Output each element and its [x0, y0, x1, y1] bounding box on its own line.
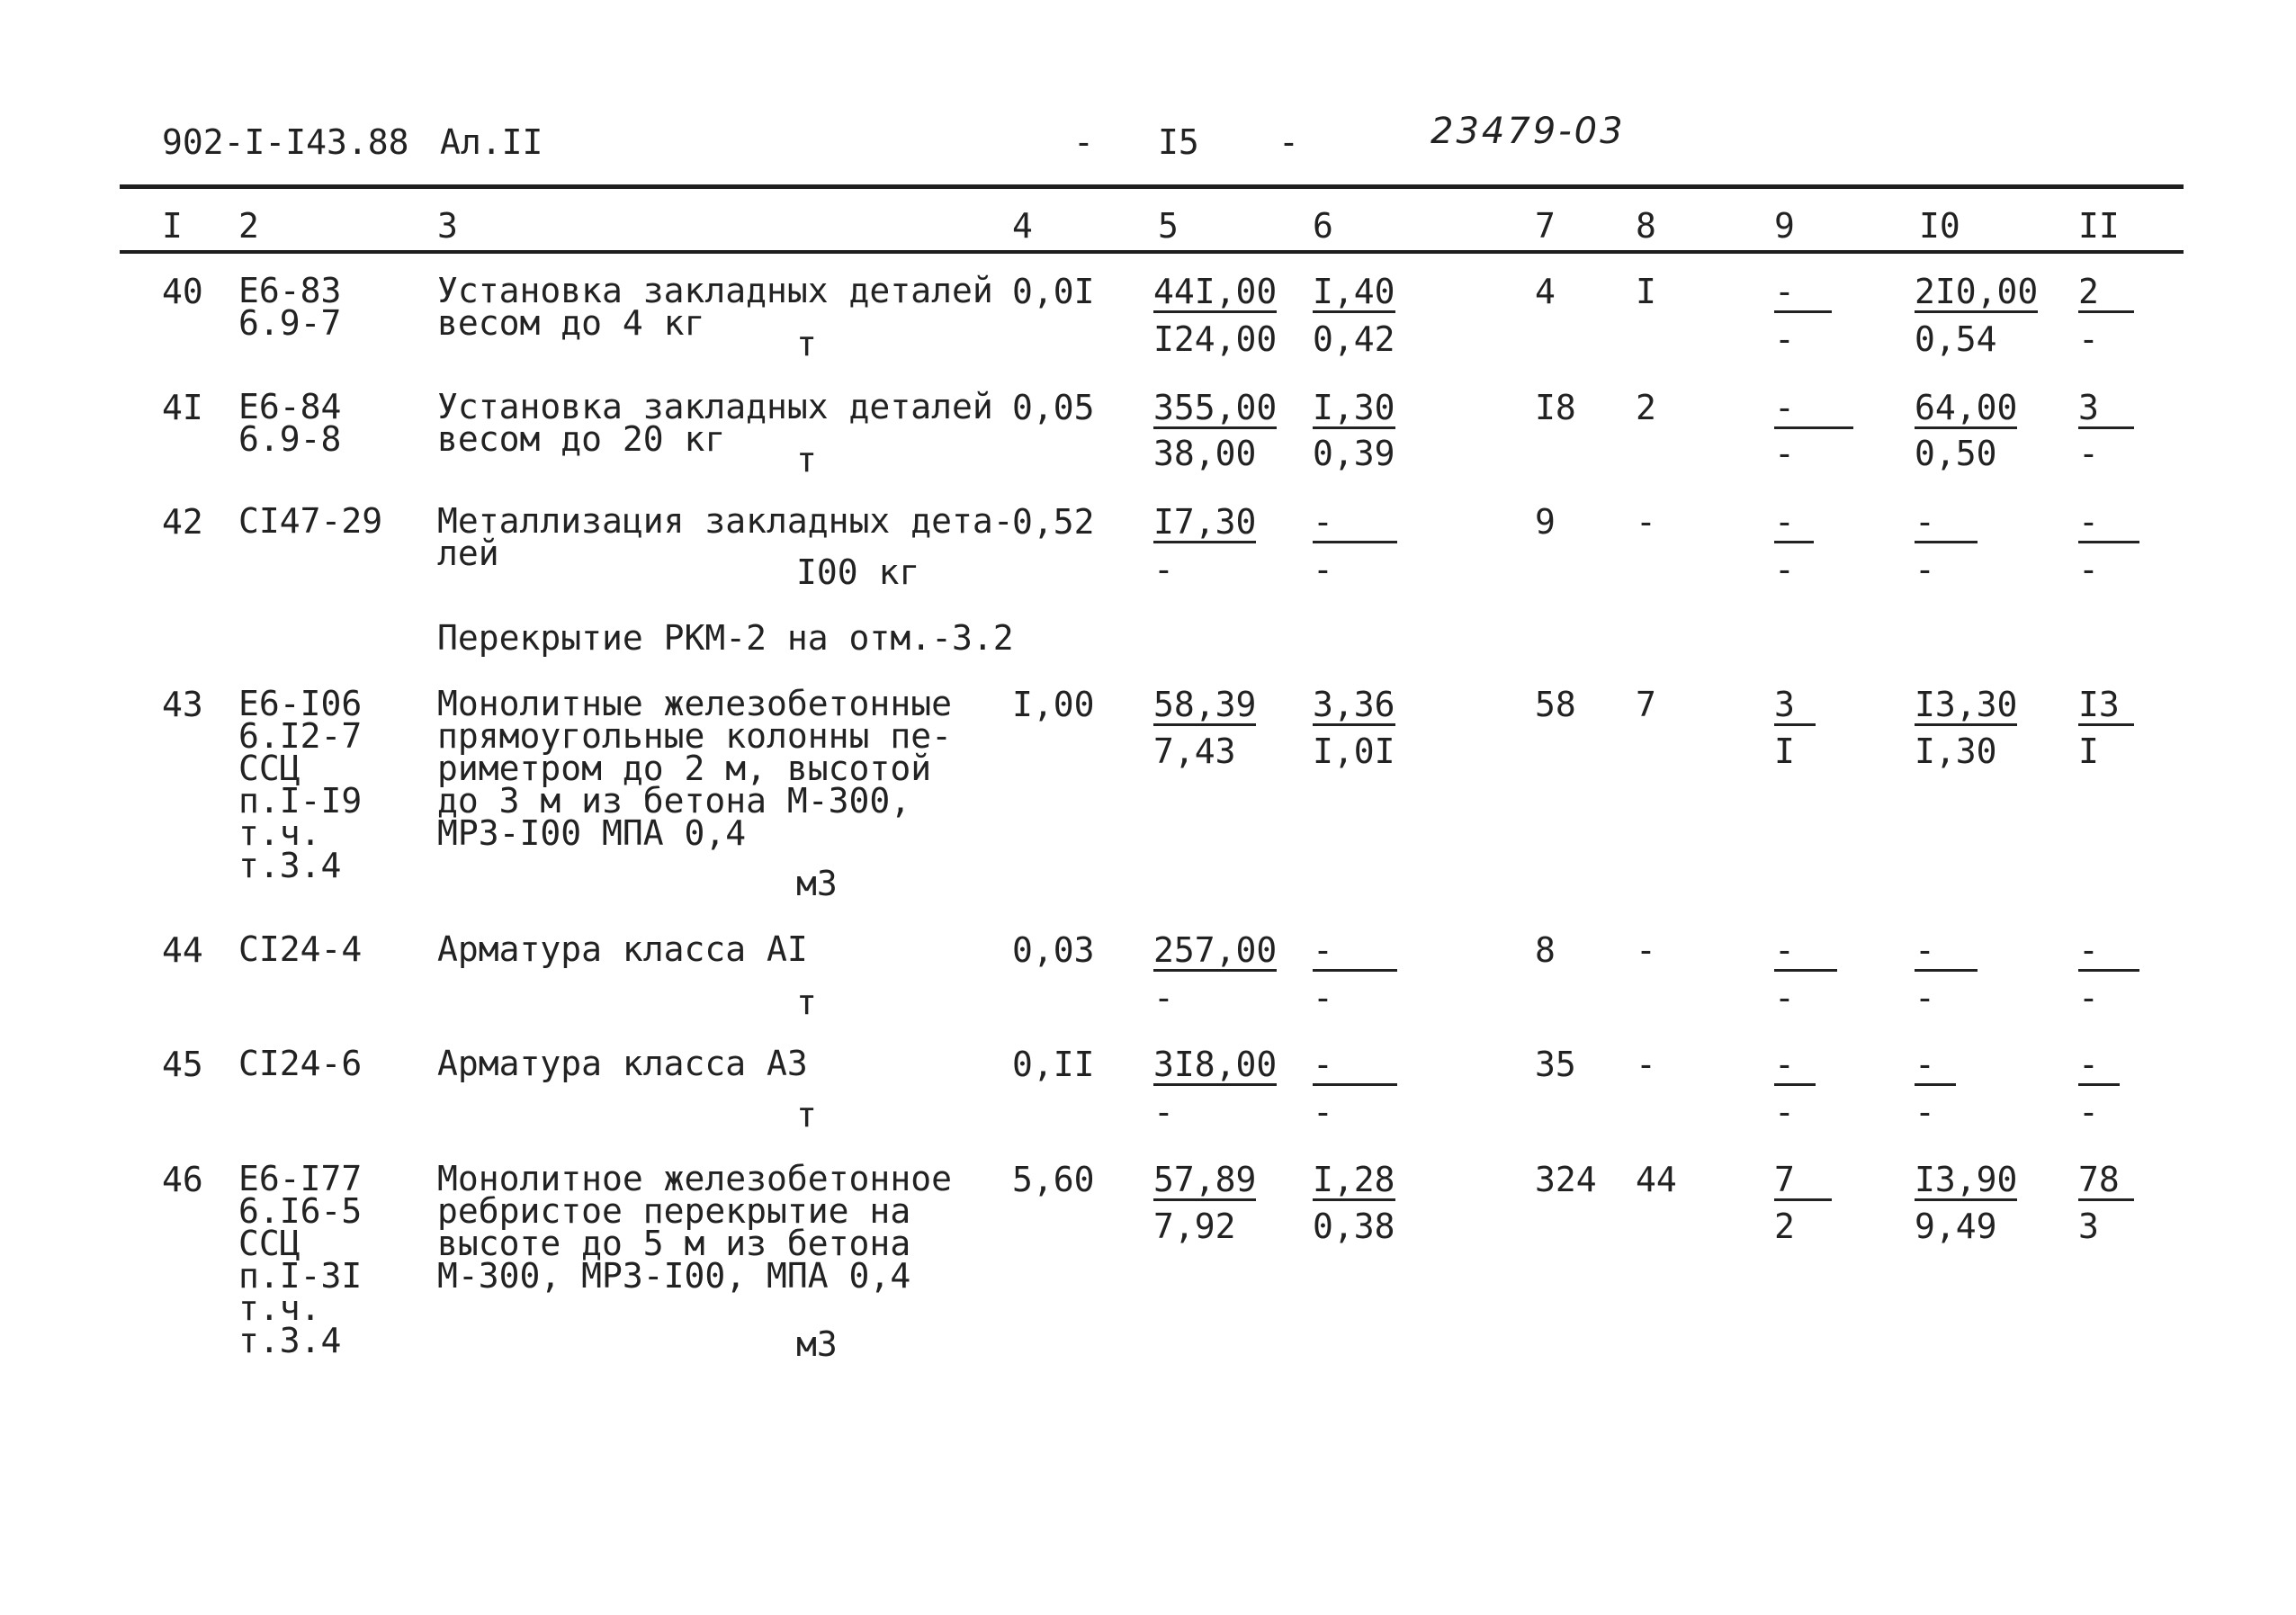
col6-bottom: 0,38	[1313, 1207, 1395, 1246]
col6-bottom: I,0I	[1313, 731, 1395, 771]
col11-bottom: -	[2078, 434, 2099, 473]
col-header-6: 6	[1313, 206, 1333, 246]
col8: -	[1636, 502, 1656, 542]
col11-top: 78	[2078, 1162, 2134, 1201]
row-number: 46	[162, 1160, 203, 1199]
col6-bottom: 0,39	[1313, 434, 1395, 473]
quantity: 5,60	[1012, 1160, 1095, 1199]
col8: I	[1636, 272, 1656, 311]
col11-bottom: -	[2078, 550, 2099, 589]
col-header-4: 4	[1012, 206, 1033, 246]
col11-top: -	[2078, 933, 2139, 972]
col8: 2	[1636, 388, 1656, 427]
col6-top: -	[1313, 505, 1397, 543]
col10-bottom: 0,54	[1915, 319, 1997, 359]
col9-top: -	[1774, 505, 1814, 543]
col11-bottom: I	[2078, 731, 2099, 771]
col11-top: -	[2078, 505, 2139, 543]
col5-top: 44I,00	[1153, 272, 1278, 311]
work-description: Установка закладных деталей весом до 20 кг	[437, 387, 993, 459]
doc-code: 902-I-I43.88	[162, 122, 409, 162]
quantity: 0,03	[1012, 930, 1095, 970]
col7: 35	[1535, 1045, 1576, 1084]
row-number: 45	[162, 1045, 203, 1084]
col7: 324	[1535, 1160, 1597, 1199]
col10-top: -	[1915, 505, 1978, 543]
col5-bottom: -	[1153, 550, 1174, 589]
row-number: 40	[162, 272, 203, 311]
col-header-11: II	[2078, 206, 2120, 246]
col9-top: 7	[1774, 1162, 1832, 1201]
unit: т	[796, 982, 817, 1022]
col10-top: 2I0,00	[1915, 272, 2039, 311]
col9-top: -	[1774, 390, 1853, 429]
col5-top: 3I8,00	[1153, 1045, 1278, 1084]
col5-top: I7,30	[1153, 502, 1257, 542]
work-description: Арматура класса АI	[437, 929, 808, 969]
col5-bottom: I24,00	[1153, 319, 1278, 359]
norm-code: Е6-I77 6.I6-5 ССЦ п.I-3I т.ч. т.3.4	[238, 1159, 363, 1360]
page-number: I5	[1158, 122, 1199, 162]
col11-bottom: -	[2078, 319, 2099, 359]
col10-top: -	[1915, 1047, 1956, 1086]
col9-top: -	[1774, 274, 1832, 313]
col5-bottom: -	[1153, 1092, 1174, 1132]
col-header-5: 5	[1158, 206, 1179, 246]
unit: м3	[796, 864, 838, 903]
row-number: 43	[162, 685, 203, 724]
sheet-label: Ал.II	[440, 122, 543, 162]
unit: т	[796, 1095, 817, 1135]
norm-code: Е6-83 6.9-7	[238, 271, 342, 343]
col6-top: I,30	[1313, 388, 1395, 427]
col7: 9	[1535, 502, 1556, 542]
col9-bottom: 2	[1774, 1207, 1795, 1246]
col5-top: 257,00	[1153, 930, 1278, 970]
top-rule	[120, 184, 2184, 189]
col-header-1: I	[162, 206, 183, 246]
col11-top: 2	[2078, 274, 2134, 313]
unit: т	[796, 440, 817, 480]
work-description: Монолитное железобетонное ребристое перекрытие на высоте до 5 м из бетона М-300, МРЗ-I00, МПА 0,4	[437, 1159, 952, 1296]
col10-bottom: -	[1915, 1092, 1935, 1132]
col9-top: -	[1774, 1047, 1816, 1086]
col6-bottom: -	[1313, 550, 1333, 589]
col9-top: 3	[1774, 687, 1816, 726]
page-right-dash: -	[1278, 122, 1299, 162]
col10-top: -	[1915, 933, 1978, 972]
col6-top: 3,36	[1313, 685, 1395, 724]
col11-bottom: -	[2078, 978, 2099, 1018]
col9-bottom: -	[1774, 978, 1795, 1018]
col7: I8	[1535, 388, 1576, 427]
col5-top: 355,00	[1153, 388, 1278, 427]
col6-top: -	[1313, 1047, 1397, 1086]
work-description: Монолитные железобетонные прямоугольные колонны пе- риметром до 2 м, высотой до 3 м из бетона М-300, МРЗ-I00 МПА 0,4	[437, 684, 952, 853]
work-description: Установка закладных деталей весом до 4 кг	[437, 271, 993, 343]
unit: I00 кг	[796, 552, 920, 592]
norm-code: СI24-4	[238, 929, 363, 969]
quantity: 0,0I	[1012, 272, 1095, 311]
col7: 8	[1535, 930, 1556, 970]
col10-top: I3,30	[1915, 685, 2018, 724]
col6-top: -	[1313, 933, 1397, 972]
header-bottom-rule	[120, 250, 2184, 254]
col5-bottom: 7,43	[1153, 731, 1236, 771]
row-number: 42	[162, 502, 203, 542]
page-left-dash: -	[1073, 122, 1094, 162]
col6-bottom: 0,42	[1313, 319, 1395, 359]
col-header-9: 9	[1774, 206, 1795, 246]
col5-bottom: 38,00	[1153, 434, 1257, 473]
col11-bottom: -	[2078, 1092, 2099, 1132]
section-heading: Перекрытие РКМ-2 на отм.-3.2	[437, 618, 1014, 658]
norm-code: СI47-29	[238, 501, 383, 541]
col9-bottom: -	[1774, 434, 1795, 473]
work-description: Металлизация закладных дета- лей	[437, 501, 1014, 573]
col-header-2: 2	[238, 206, 259, 246]
col6-bottom: -	[1313, 1092, 1333, 1132]
work-description: Арматура класса А3	[437, 1044, 808, 1083]
col-header-10: I0	[1919, 206, 1960, 246]
col11-bottom: 3	[2078, 1207, 2099, 1246]
col6-bottom: -	[1313, 978, 1333, 1018]
col8: -	[1636, 930, 1656, 970]
quantity: 0,52	[1012, 502, 1095, 542]
col5-bottom: -	[1153, 978, 1174, 1018]
unit: м3	[796, 1324, 838, 1364]
row-number: 4I	[162, 388, 203, 427]
norm-code: Е6-I06 6.I2-7 ССЦ п.I-I9 т.ч. т.3.4	[238, 684, 363, 885]
col5-bottom: 7,92	[1153, 1207, 1236, 1246]
col10-top: I3,90	[1915, 1160, 2018, 1199]
col9-bottom: -	[1774, 319, 1795, 359]
col10-top: 64,00	[1915, 388, 2018, 427]
col7: 58	[1535, 685, 1576, 724]
col7: 4	[1535, 272, 1556, 311]
norm-code: СI24-6	[238, 1044, 363, 1083]
unit: т	[796, 324, 817, 363]
norm-code: Е6-84 6.9-8	[238, 387, 342, 459]
col-header-3: 3	[437, 206, 458, 246]
col8: 44	[1636, 1160, 1677, 1199]
col10-bottom: -	[1915, 978, 1935, 1018]
quantity: 0,05	[1012, 388, 1095, 427]
col8: 7	[1636, 685, 1656, 724]
col10-bottom: I,30	[1915, 731, 1997, 771]
archive-number: 23479-03	[1431, 111, 1626, 152]
col5-top: 58,39	[1153, 685, 1257, 724]
col11-top: I3	[2078, 687, 2134, 726]
col6-top: I,28	[1313, 1160, 1395, 1199]
quantity: I,00	[1012, 685, 1095, 724]
col9-top: -	[1774, 933, 1837, 972]
col9-bottom: -	[1774, 1092, 1795, 1132]
col5-top: 57,89	[1153, 1160, 1257, 1199]
quantity: 0,II	[1012, 1045, 1095, 1084]
col-header-7: 7	[1535, 206, 1556, 246]
row-number: 44	[162, 930, 203, 970]
col10-bottom: -	[1915, 550, 1935, 589]
col6-top: I,40	[1313, 272, 1395, 311]
col11-top: -	[2078, 1047, 2120, 1086]
col8: -	[1636, 1045, 1656, 1084]
col11-top: 3	[2078, 390, 2134, 429]
col9-bottom: -	[1774, 550, 1795, 589]
col10-bottom: 0,50	[1915, 434, 1997, 473]
col9-bottom: I	[1774, 731, 1795, 771]
col10-bottom: 9,49	[1915, 1207, 1997, 1246]
col-header-8: 8	[1636, 206, 1656, 246]
